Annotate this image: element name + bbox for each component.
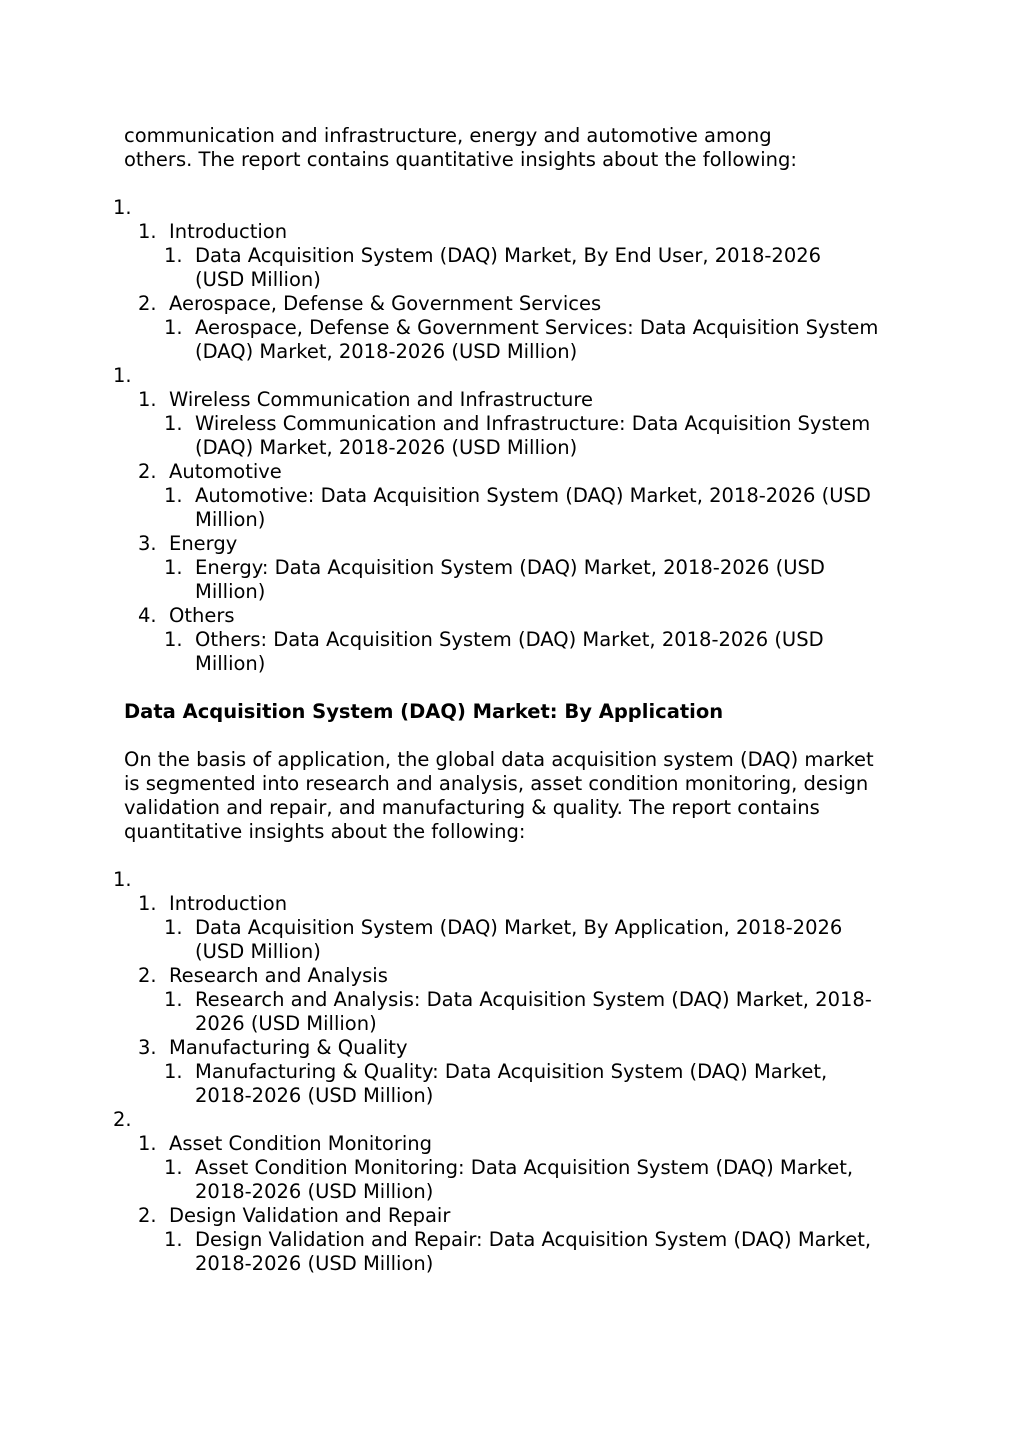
list-item: 1. Introduction xyxy=(138,892,288,915)
list-item: 1. Introduction xyxy=(138,220,288,243)
paragraph-line: quantitative insights about the following: xyxy=(124,820,526,843)
sub-list-item: 1. Design Validation and Repair: Data Acquisition System (DAQ) Market, xyxy=(164,1228,872,1251)
sub-list-item-continued: 2018-2026 (USD Million) xyxy=(195,1252,434,1275)
sub-list-item: 1. Data Acquisition System (DAQ) Market, By Application, 2018-2026 xyxy=(164,916,843,939)
paragraph-line: is segmented into research and analysis, asset condition monitoring, design xyxy=(124,772,869,795)
document-page xyxy=(0,124,1023,1276)
list-group-number: 1. xyxy=(113,364,132,387)
list-group-number: 1. xyxy=(113,868,132,891)
sub-list-item: 1. Wireless Communication and Infrastructure: Data Acquisition System xyxy=(164,412,871,435)
list-item: 1. Asset Condition Monitoring xyxy=(138,1132,433,1155)
list-item: 2. Research and Analysis xyxy=(138,964,388,987)
sub-list-item-continued: Million) xyxy=(195,652,266,675)
list-group-number: 2. xyxy=(113,1108,132,1131)
sub-list-item-continued: (DAQ) Market, 2018-2026 (USD Million) xyxy=(195,340,578,363)
paragraph-line: validation and repair, and manufacturing & quality. The report contains xyxy=(124,796,820,819)
intro-paragraph xyxy=(124,124,1023,172)
sub-list-item: 1. Research and Analysis: Data Acquisition System (DAQ) Market, 2018- xyxy=(164,988,872,1011)
list-item: 3. Manufacturing & Quality xyxy=(138,1036,408,1059)
application-paragraph xyxy=(124,748,1023,844)
end-user-list xyxy=(0,196,1023,676)
sub-list-item-continued: 2018-2026 (USD Million) xyxy=(195,1180,434,1203)
paragraph-line: others. The report contains quantitative insights about the following: xyxy=(124,148,797,171)
sub-list-item: 1. Data Acquisition System (DAQ) Market, By End User, 2018-2026 xyxy=(164,244,822,267)
sub-list-item: 1. Automotive: Data Acquisition System (DAQ) Market, 2018-2026 (USD xyxy=(164,484,871,507)
list-item: 1. Wireless Communication and Infrastructure xyxy=(138,388,594,411)
section-heading: Data Acquisition System (DAQ) Market: By Application xyxy=(124,700,724,723)
list-item: 2. Aerospace, Defense & Government Services xyxy=(138,292,602,315)
paragraph-line: On the basis of application, the global data acquisition system (DAQ) market xyxy=(124,748,874,771)
list-item: 4. Others xyxy=(138,604,235,627)
sub-list-item: 1. Asset Condition Monitoring: Data Acquisition System (DAQ) Market, xyxy=(164,1156,854,1179)
sub-list-item: 1. Aerospace, Defense & Government Services: Data Acquisition System xyxy=(164,316,879,339)
sub-list-item-continued: (USD Million) xyxy=(195,940,321,963)
sub-list-item: 1. Energy: Data Acquisition System (DAQ) Market, 2018-2026 (USD xyxy=(164,556,825,579)
sub-list-item-continued: 2026 (USD Million) xyxy=(195,1012,377,1035)
list-item: 2. Automotive xyxy=(138,460,282,483)
sub-list-item-continued: (DAQ) Market, 2018-2026 (USD Million) xyxy=(195,436,578,459)
sub-list-item-continued: 2018-2026 (USD Million) xyxy=(195,1084,434,1107)
list-group-number: 1. xyxy=(113,196,132,219)
sub-list-item-continued: (USD Million) xyxy=(195,268,321,291)
sub-list-item: 1. Others: Data Acquisition System (DAQ) Market, 2018-2026 (USD xyxy=(164,628,824,651)
application-list xyxy=(0,868,1023,1276)
sub-list-item: 1. Manufacturing & Quality: Data Acquisition System (DAQ) Market, xyxy=(164,1060,828,1083)
list-item: 2. Design Validation and Repair xyxy=(138,1204,451,1227)
list-item: 3. Energy xyxy=(138,532,238,555)
sub-list-item-continued: Million) xyxy=(195,508,266,531)
paragraph-line: communication and infrastructure, energy and automotive among xyxy=(124,124,772,147)
sub-list-item-continued: Million) xyxy=(195,580,266,603)
